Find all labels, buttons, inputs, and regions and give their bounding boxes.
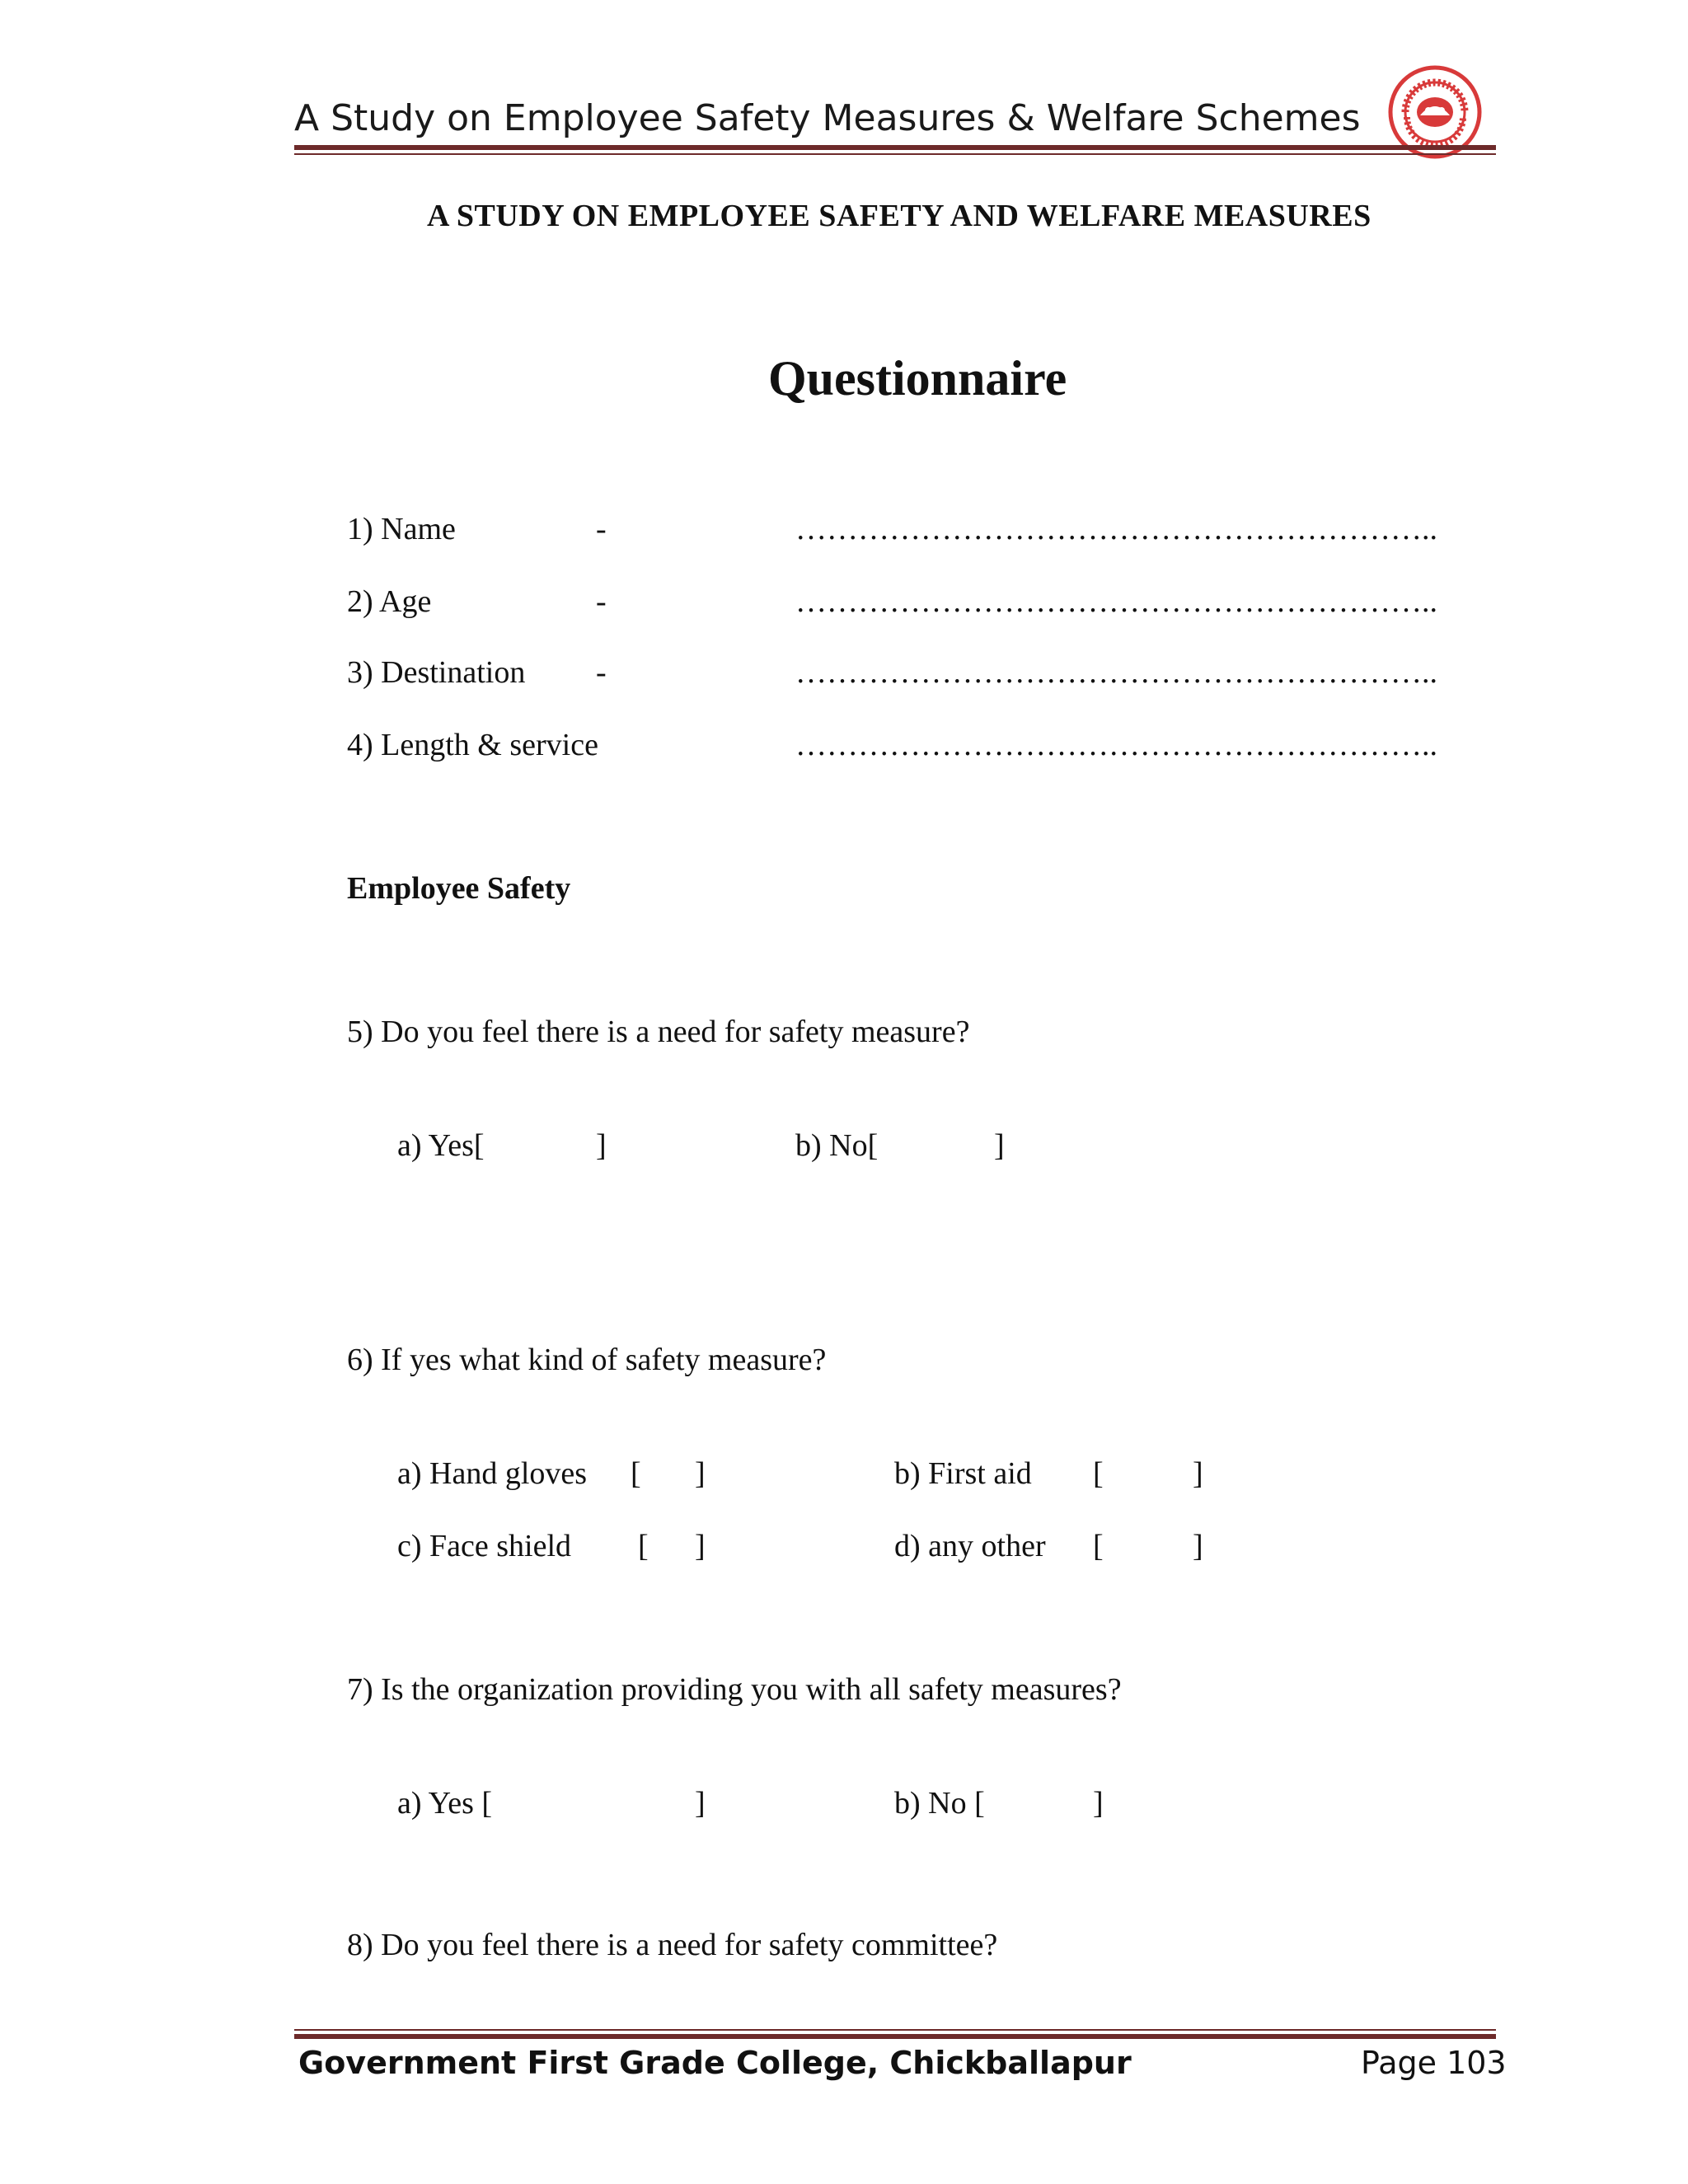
question-6: 6) If yes what kind of safety measure? bbox=[347, 1343, 827, 1377]
page-heading: Questionnaire bbox=[768, 351, 1067, 405]
document-title: A STUDY ON EMPLOYEE SAFETY AND WELFARE MEASURES bbox=[427, 199, 1372, 233]
q7-option-yes[interactable]: a) Yes [ bbox=[397, 1786, 493, 1821]
q7-option-no[interactable]: b) No [ bbox=[894, 1786, 985, 1821]
q6-first-aid-bracket-open: [ bbox=[1093, 1456, 1104, 1491]
q5-option-yes-close: ] bbox=[596, 1128, 607, 1163]
field-age-label: 2) Age bbox=[347, 584, 432, 619]
q6-face-shield-bracket-open: [ bbox=[638, 1529, 649, 1563]
field-name-label: 1) Name bbox=[347, 512, 456, 546]
footer-college-name: Government First Grade College, Chickballapur bbox=[298, 2045, 1132, 2081]
question-5: 5) Do you feel there is a need for safety measure? bbox=[347, 1015, 970, 1049]
field-name-blank[interactable]: …………………………………………………….. bbox=[795, 512, 1437, 546]
field-age-separator: - bbox=[596, 584, 607, 619]
q6-option-any-other[interactable]: d) any other bbox=[894, 1529, 1046, 1563]
running-header-title: A Study on Employee Safety Measures & Welfare Schemes bbox=[294, 97, 1361, 139]
field-length-service-blank[interactable]: …………………………………………………….. bbox=[795, 728, 1437, 762]
footer-rule-thick bbox=[294, 2034, 1496, 2039]
footer-page-number: Page 103 bbox=[1361, 2045, 1507, 2081]
q5-option-yes[interactable]: a) Yes[ bbox=[397, 1128, 485, 1163]
question-8: 8) Do you feel there is a need for safety committee? bbox=[347, 1928, 998, 1962]
q6-any-other-bracket-open: [ bbox=[1093, 1529, 1104, 1563]
q7-option-no-close: ] bbox=[1093, 1786, 1104, 1821]
q7-option-yes-close: ] bbox=[695, 1786, 706, 1821]
field-age-blank[interactable]: …………………………………………………….. bbox=[795, 584, 1437, 619]
section-heading: Employee Safety bbox=[347, 871, 571, 906]
footer-rule-thin bbox=[294, 2029, 1496, 2031]
question-7: 7) Is the organization providing you with all safety measures? bbox=[347, 1672, 1122, 1707]
field-name-separator: - bbox=[596, 512, 607, 546]
q5-option-no[interactable]: b) No[ bbox=[795, 1128, 879, 1163]
header-rule-thick bbox=[294, 145, 1496, 150]
q6-hand-gloves-bracket-open: [ bbox=[631, 1456, 641, 1491]
field-destination-label: 3) Destination bbox=[347, 655, 526, 690]
q6-first-aid-bracket-close: ] bbox=[1193, 1456, 1203, 1491]
q6-option-first-aid[interactable]: b) First aid bbox=[894, 1456, 1032, 1491]
q5-option-no-close: ] bbox=[994, 1128, 1005, 1163]
field-destination-separator: - bbox=[596, 655, 607, 690]
q6-any-other-bracket-close: ] bbox=[1193, 1529, 1203, 1563]
field-destination-blank[interactable]: …………………………………………………….. bbox=[795, 655, 1437, 690]
header-rule-thin bbox=[294, 153, 1496, 155]
q6-face-shield-bracket-close: ] bbox=[695, 1529, 706, 1563]
q6-hand-gloves-bracket-close: ] bbox=[695, 1456, 706, 1491]
q6-option-hand-gloves[interactable]: a) Hand gloves bbox=[397, 1456, 588, 1491]
field-length-service-label: 4) Length & service bbox=[347, 728, 598, 762]
q6-option-face-shield[interactable]: c) Face shield bbox=[397, 1529, 572, 1563]
